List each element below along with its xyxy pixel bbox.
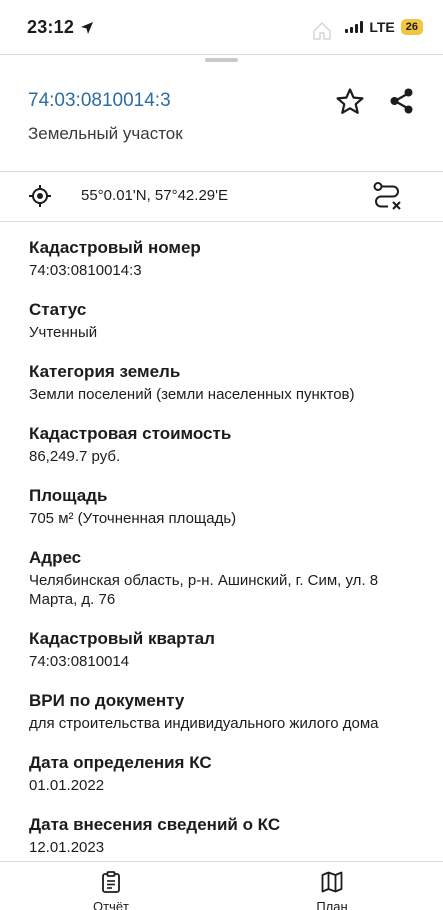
field-status (29, 299, 429, 342)
field-value: 705 м² (Уточненная площадь) (29, 510, 237, 527)
field-value: 86,249.7 руб. (29, 448, 121, 465)
battery-indicator: 26 (401, 19, 423, 35)
tabbar-divider (0, 861, 443, 862)
network-type: LTE (369, 19, 395, 35)
field-valuation-date (29, 752, 429, 795)
field-label: Кадастровый номер (29, 238, 201, 257)
field-value: 74:03:0810014 (29, 653, 130, 670)
field-value: 12.01.2023 (29, 839, 105, 856)
field-value: 01.01.2022 (29, 777, 105, 794)
map-icon (320, 870, 344, 894)
field-cadastral-value (29, 423, 429, 466)
home-icon (311, 20, 333, 42)
clipboard-icon (99, 870, 123, 894)
cadastral-number-title: 74:03:0810014:3 (28, 90, 171, 111)
location-arrow-icon (80, 21, 94, 35)
property-details-list (29, 237, 429, 876)
tab-label: Отчёт (92, 899, 130, 910)
signal-strength-icon (345, 21, 363, 33)
field-value: Учтенный (29, 324, 98, 341)
status-time-text: 23:12 (27, 17, 75, 37)
object-type-subtitle: Земельный участок (28, 124, 183, 143)
field-label: Дата определения КС (29, 753, 212, 772)
field-land-category (29, 361, 429, 404)
share-button[interactable] (387, 86, 417, 116)
field-value: для строительства индивидуального жилого дома (29, 715, 379, 732)
crosshair-location-icon[interactable] (28, 184, 52, 208)
route-icon[interactable] (371, 180, 403, 212)
coordinates-text: 55°0.01'N, 57°42.29'E (81, 187, 228, 204)
field-value: Земли поселений (земли населенных пунктов) (29, 386, 355, 403)
field-label: Кадастровый квартал (29, 629, 215, 648)
sheet-top-border (0, 54, 443, 55)
field-label: Площадь (29, 486, 108, 505)
field-entry-date (29, 814, 429, 857)
field-address (29, 547, 429, 609)
field-label: Статус (29, 300, 87, 319)
tab-label: План (316, 899, 348, 910)
field-cadastral-quarter (29, 628, 429, 671)
field-cadastral-number (29, 237, 429, 280)
field-label: Кадастровая стоимость (29, 424, 232, 443)
field-value: Челябинская область, р-н. Ашинский, г. Сим, ул. 8 Марта, д. 76 (29, 572, 379, 608)
field-label: Категория земель (29, 362, 181, 381)
favorite-star-button[interactable] (334, 86, 366, 118)
field-value: 74:03:0810014:3 (29, 262, 142, 279)
coordinates-divider (0, 221, 443, 222)
sheet-grabber-handle[interactable] (205, 58, 238, 62)
field-label: Дата внесения сведений о КС (29, 815, 281, 834)
field-permitted-use (29, 690, 429, 733)
status-bar (0, 0, 443, 54)
tab-plan[interactable] (282, 870, 382, 910)
coordinates-row[interactable] (0, 172, 443, 221)
field-label: ВРИ по документу (29, 691, 185, 710)
tab-report[interactable] (61, 870, 161, 910)
field-label: Адрес (29, 548, 82, 567)
status-time (27, 17, 94, 38)
field-area (29, 485, 429, 528)
